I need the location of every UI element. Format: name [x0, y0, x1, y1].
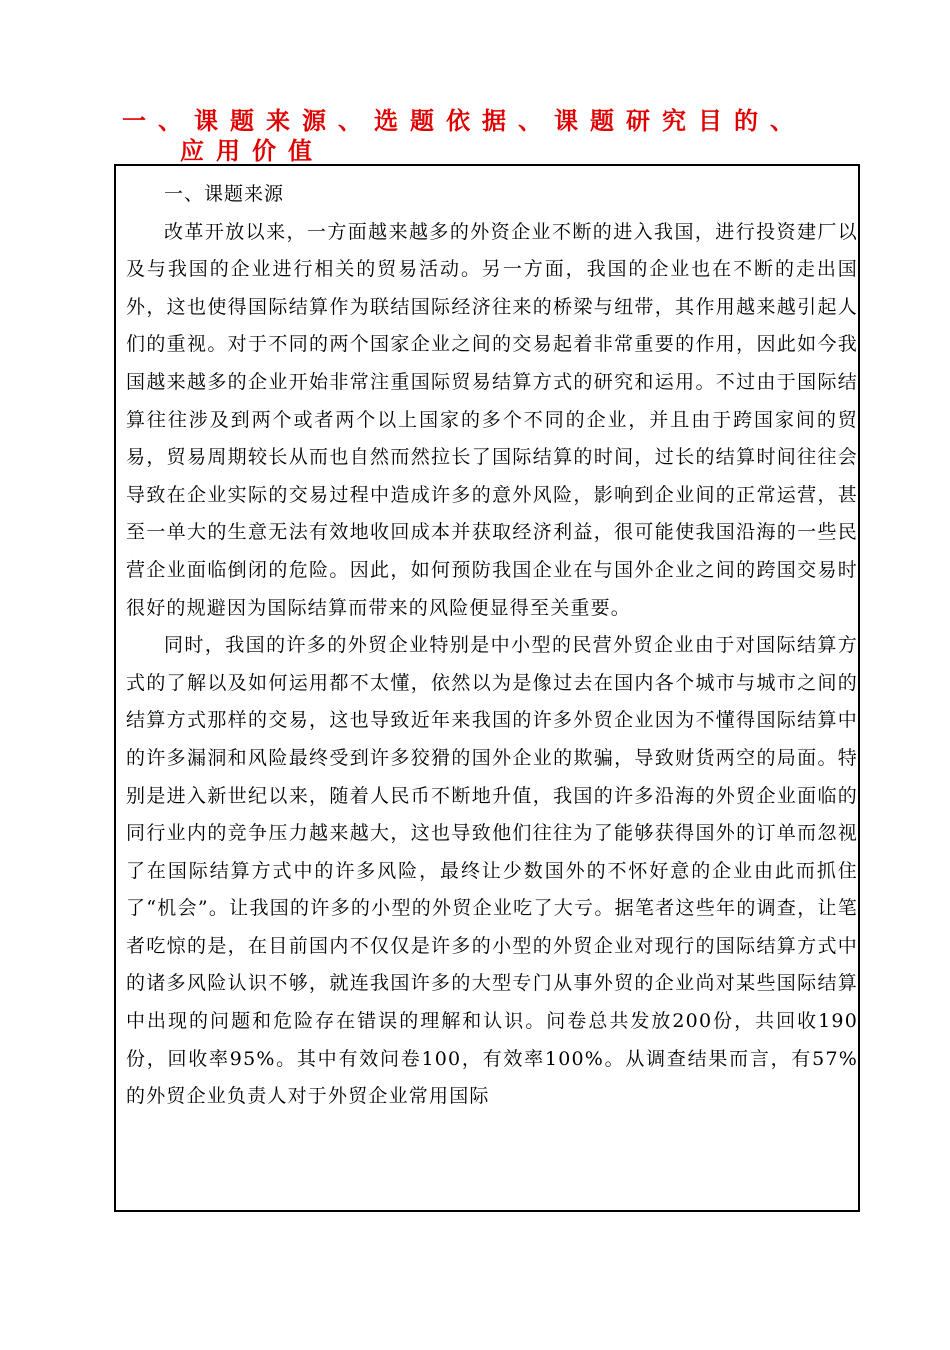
section-heading-line-2: 应用价值 — [180, 137, 324, 165]
paragraph-2: 同时，我国的许多的外贸企业特别是中小型的民营外贸企业由于对国际结算方式的了解以及如何运用都不太懂，依然以为是像过去在国内各个城市与城市之间的结算方式那样的交易，这也导致近年来我国的许多外贸企业因为不懂得国际结算中的许多漏洞和风险最终受到许多狡猾的国外企业的欺骗，导致财货两空的局面。特别是进入新世纪以来，随着人民币不断地升值，我国的许多沿海的外贸企业面临的同行业内的竞争压力越来越大，这也导致他们往往为了能够获得国外的订单而忽视了在国际结算方式中的许多风险，最终让少数国外的不怀好意的企业由此而抓住了“机会”。让我国的许多的小型的外贸企业吃了大亏。据笔者这些年的调查，让笔者吃惊的是，在目前国内不仅仅是许多的小型的外贸企业对现行的国际结算方式中的诸多风险认识不够，就连我国许多的大型专门从事外贸的企业尚对某些国际结算中出现的问题和危险存在错误的理解和认识。问卷总共发放200份，共回收190份，回收率95%。其中有效问卷100，有效率100%。从调查结果而言，有57%的外贸企业负责人对于外贸企业常用国际 — [126, 634, 858, 1108]
section-heading-line-1: 一、课题来源、选题依据、课题研究目的、 — [122, 107, 806, 135]
content-body — [126, 176, 858, 1116]
section-heading — [122, 106, 862, 166]
content-box — [114, 164, 860, 1212]
paragraph-1: 改革开放以来，一方面越来越多的外资企业不断的进入我国，进行投资建厂以及与我国的企业进行相关的贸易活动。另一方面，我国的企业也在不断的走出国外，这也使得国际结算作为联结国际经济往来的桥梁与纽带，其作用越来越引起人们的重视。对于不同的两个国家企业之间的交易起着非常重要的作用，因此如今我国越来越多的企业开始非常注重国际贸易结算方式的研究和运用。不过由于国际结算往往涉及到两个或者两个以上国家的多个不同的企业，并且由于跨国家间的贸易，贸易周期较长从而也自然而然拉长了国际结算的时间，过长的结算时间往往会导致在企业实际的交易过程中造成许多的意外风险，影响到企业间的正常运营，甚至一单大的生意无法有效地收回成本并获取经济利益，很可能使我国沿海的一些民营企业面临倒闭的危险。因此，如何预防我国企业在与国外企业之间的跨国交易时很好的规避因为国际结算而带来的风险便显得至关重要。 — [126, 220, 858, 619]
subsection-title: 一、课题来源 — [164, 183, 285, 205]
